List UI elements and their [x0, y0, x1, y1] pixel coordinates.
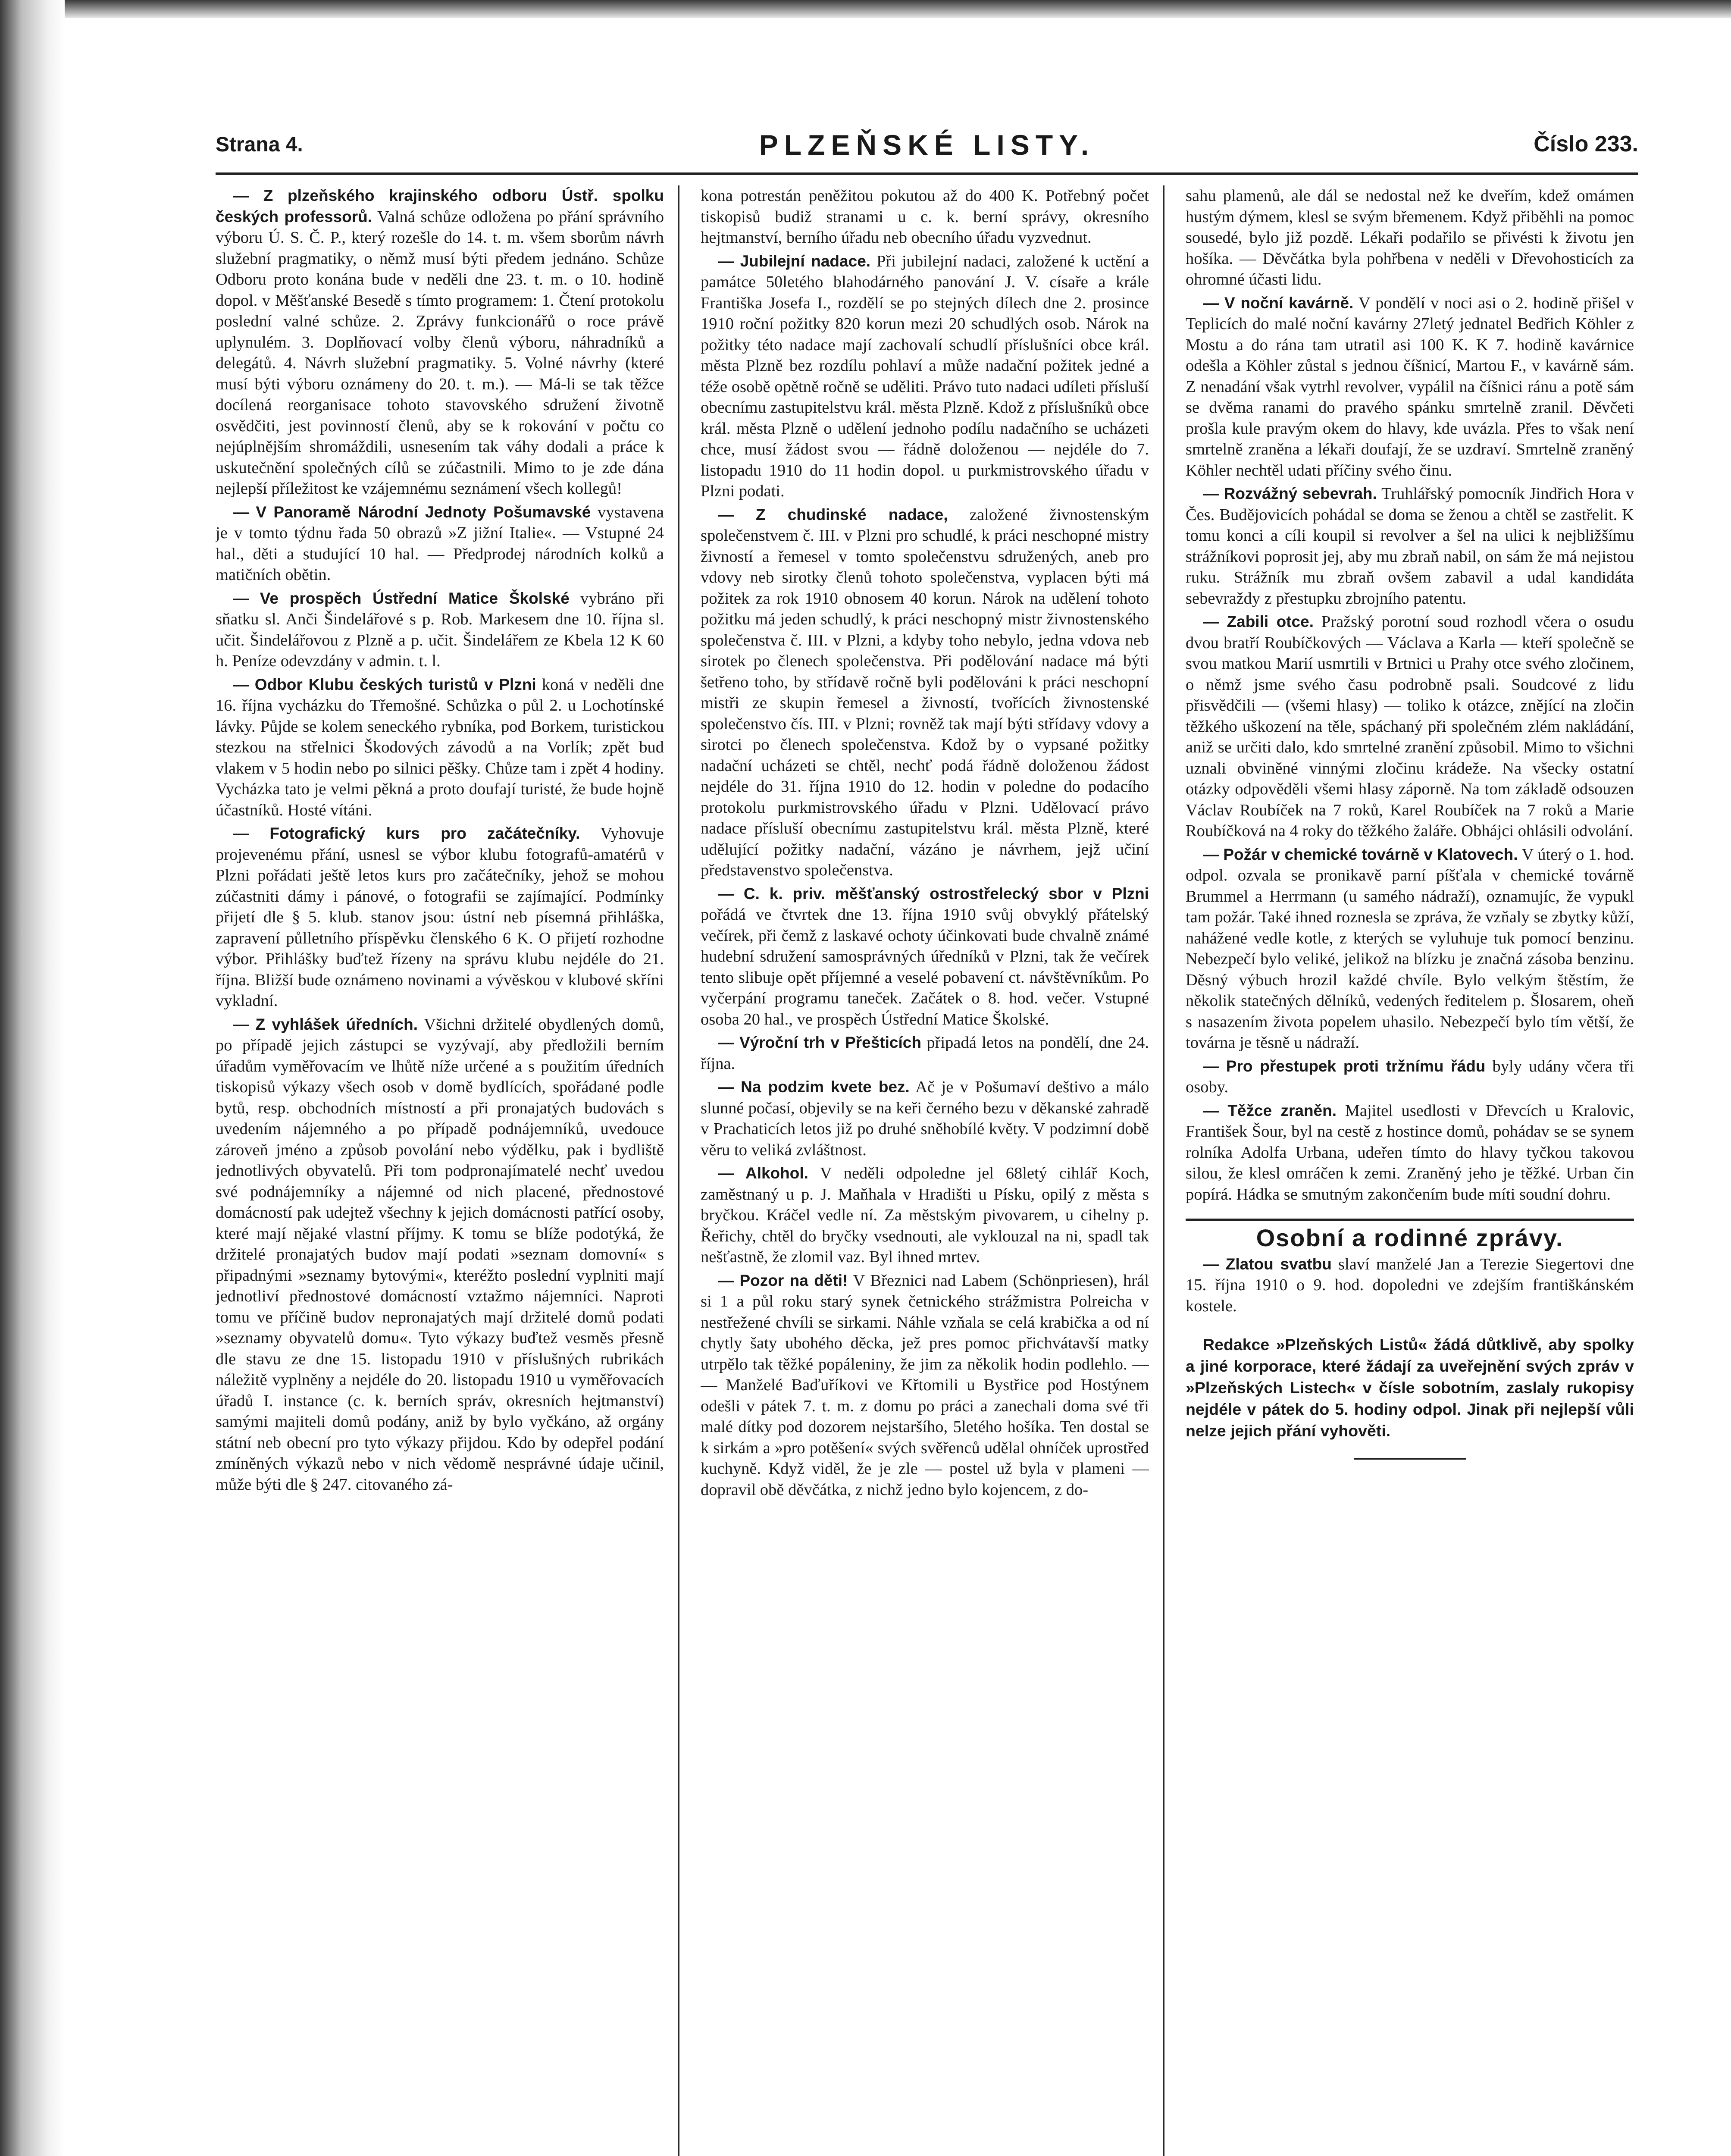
- article-body: Valná schůze odložena po přání správního výboru Ú. S. Č. P., který rozešle do 14. t. m. všem sborům návrh služební pragmatiky, o němž musí býti předem jednáno. Schůze Odboru proto konána bude v neděli dne 23. t. m. o 10. hodině dopol. v Měšťanské Besedě s tímto programem: 1. Čtení protokolu poslední valné schůze. 2. Zprávy funkcionářů o roce právě uplynulém. 3. Doplňovací volby členů výboru, náhradníků a delegátů. 4. Návrh služební pragmatiky. 5. Volné návrhy (které musí býti výboru oznámeny do 20. t. m.). — Má-li se tak těžce docílená reorganisace tohoto stavovského sdružení životně osvědčiti, jest povinností členů, aby se k rokování v počtu co nejúplnějším shromáždili, usnesením tak váhy dodali a práce k uskutečnění společných cílů se zúčastnili. Mimo to je zde dána nejlepší příležitost ke vzájemnému seznámení všech kollegů!: [216, 207, 664, 498]
- scan-edge-left: [0, 0, 65, 2156]
- article-heading: — Fotografický kurs pro začátečníky.: [233, 824, 580, 842]
- section-heading: Osobní a rodinné zprávy.: [1186, 1219, 1634, 1249]
- article: [1186, 1254, 1634, 1317]
- article-body: Vyhovuje projevenému přání, usnesl se výbor klubu fotografů-amatérů v Plzni pořádati ještě letos kurs pro začátečníky, jehož se mohou zúčastniti dámy i pánové, o fotografii se zajímající. Podmínky přijetí dle § 5. klub. stanov jsou: ústní neb písemná přihláška, zapravení půlletního příspěvku členského 6 K. O přijetí rozhodne výbor. Přihlášky buďtež řízeny na správu klubu nejdéle do 21. října. Bližší bude oznámeno novinami a vývěskou v klubové skříni vykladní.: [216, 824, 664, 1010]
- article-continuation: [701, 185, 1149, 248]
- article: [701, 505, 1149, 881]
- article-body: Truhlářský pomocník Jindřich Hora v Čes. Budějovicích pohádal se doma se ženou a chtěl se zastřelit. K tomu konci a cíli koupil si revolver a šel na ulici k nejbližšímu strážníkovi poprosit jej, aby mu zbraň nabil, on sám že má nejistou ruku. Strážník mu zbraň ovšem zabavil a udal kandidáta sebevraždy z přestupku zbrojního patentu.: [1186, 485, 1634, 608]
- newspaper-page: [216, 125, 1638, 2156]
- article-heading: — Pozor na děti!: [718, 1271, 848, 1289]
- article-body: V úterý o 1. hod. odpol. ozvala se pronikavě parní píšťala v chemické továrně Brummel a Herrmann (u samého nádraží), oznamujíc, že vypukl tam požár. Také ihned roznesla se zpráva, že vzňaly se zbytky kůží, nahážené vedle kotle, z kterých se vyluhuje tuk pomocí benzinu. Nebezpečí bylo veliké, jelikož na blízku je značná zásoba benzinu. Děsný výbuch hrozil každé chvíle. Bylo velkým štěstím, že několik statečných dělníků, vedených ředitelem p. Šlosarem, oheň s nasazením života popelem uhasilo. Nebezpečí bylo tím větší, že továrna je těsně u nádraží.: [1186, 845, 1634, 1052]
- article: [701, 1077, 1149, 1160]
- article: [1186, 1100, 1634, 1205]
- issue-number: Číslo 233.: [1534, 132, 1638, 157]
- article: [216, 185, 664, 499]
- article: [1186, 1056, 1634, 1098]
- article-heading: — Těžce zraněn.: [1203, 1101, 1337, 1119]
- scan-edge-top: [0, 0, 1731, 18]
- article: [1186, 483, 1634, 609]
- article-heading: — V noční kavárně.: [1203, 294, 1354, 312]
- article-heading: — Z vyhlášek úředních.: [233, 1015, 418, 1033]
- newspaper-title: PLZEŇSKÉ LISTY.: [759, 129, 1095, 161]
- article-heading: — Požár v chemické továrně v Klatovech.: [1203, 845, 1518, 863]
- article: [701, 251, 1149, 502]
- article: [1186, 611, 1634, 842]
- article-body: vybráno při sňatku sl. Anči Šindelářové s p. Rob. Markesem dne 10. října sl. učit. Šindelářovou z Plzně a p. učit. Šindelářem ze Kbela 12 K 60 h. Peníze odevzdány v admin. t. l.: [216, 589, 664, 670]
- article-heading: — Na podzim kvete bez.: [718, 1078, 910, 1096]
- article-body: byly udány včera tři osoby.: [1186, 1057, 1634, 1096]
- article: [1186, 293, 1634, 481]
- article-body: Všichni držitelé obydlených domů, po případě jejich zástupci se vyzývají, aby předložili berním úřadům vyměřovacím ve lhůtě níže určené a s použitím úředních tiskopisů výkazy všech osob v domě bydlících, spořádané podle bytů, resp. obchodních místností a při pronajatých budovách s uvedením nájemného a po případě podnájemníků, uvedouce zároveň jméno a způsob povolání nebo výdělku, pak i bydliště jednotlivých obyvatelů. Při tom podpronajímatelé nechť uvedou své podnájemníky a nájemné od nich placené, přednostové domácností pak udejtež všechny k jejich domácnosti patřící osoby, které mají nějaké vlastní příjmy. K tomu se blíže podotýká, že držitelé pronajatých budov mají podati »seznam domovní« s připadnými »seznamy bytovými«, kteréžto poslední vyplniti mají jednotliví přednostové domácností vztažmo nájemníci. Naproti tomu ve příčině budov nepronajatých mají držitelé domů podati »seznamy obyvatelů domu«. Tyto výkazy buďtež vesměs přesně dle stavu ze dne 15. listopadu 1910 v příslušných rubrikách náležitě vyplněny a nejdéle do 20. listopadu 1910 u vyměřovacích úřadů I. instance (c. k. berních správ, okresních hejtmanství) samými majiteli domů podány, aniž by bylo vyčkáno, až orgány státní neb obecní pro tyto výkazy přijdou. Kdo by odepřel podání zmíněných výkazů nebo v nich vědomě nesprávné údaje učinil, může býti dle § 247. citovaného zá-: [216, 1015, 664, 1494]
- editorial-notice: Redakce »Plzeňských Listů« žádá důtklivě, aby spolky a jiné korporace, které žádají za uveřejnění svých zpráv v »Plzeňských Listech« v čísle sobotním, zaslaly rukopisy nejdéle v pátek do 5. hodiny odpol. Jinak při nejlepší vůli nelze jejich přání vyhověti.: [1186, 1335, 1634, 1440]
- page-number: Strana 4.: [216, 133, 303, 156]
- article-body: V pondělí v noci asi o 2. hodině přišel v Teplicích do malé noční kavárny 27letý jednatel Bedřich Köhler z Mostu a do rána tam utratil asi 100 K. K 7. hodině kavárnice odešla a Köhler zůstal s jednou číšnicí, Martou F., v kavárně sám. Z nenadání však vytrhl revolver, vypálil na číšnici ránu a potě sám se dvěma ranami do pravého spánku smrtelně zranil. Děvčeti prošla kule pravým okem do hlavy, kde uvázla. Přes to však není smrtelně zraněna a lékaři doufají, že se uzdraví. Smrtelně zraněný Köhler nechtěl udati příčiny svého činu.: [1186, 294, 1634, 479]
- article-heading: — Alkohol.: [718, 1164, 808, 1182]
- article-body: Ač je v Pošumaví deštivo a málo slunné počasí, objevily se na keři černého bezu v děkanské zahradě v Prachaticích letos již po druhé sněhobílé květy. V podzimní době věru to veliká zvláštnost.: [701, 1078, 1149, 1159]
- article-heading: — Z plzeňského krajinského odboru Ústř. spolku českých professorů.: [216, 187, 664, 226]
- article: [701, 884, 1149, 1030]
- article: [216, 502, 664, 586]
- article-heading: — Jubilejní nadace.: [718, 252, 871, 270]
- article-body: V Březnici nad Labem (Schönpriesen), hrál si 1 a půl roku starý synek četnického strážmistra Polreicha v nestřežené chvíli se sirkami. Náhle vzňala se celá krabička a od ní chytly šaty ubohého děcka, jež pres pomoc přichvátavší matky utrpělo tak těžké popáleniny, že jim za několik hodin podlehlo. — — Manželé Baďuříkovi ve Křtomili u Bystřice pod Hostýnem odešli v pátek 7. t. m. z domu po práci a zanechali doma své tři malé dítky pod dozorem nejstaršího, 5letého hošíka. Ten dostal se k sirkám a »pro potěšení« svých svěřenců udělal ohníček uprostřed kuchyně. Když viděl, že je zle — postel už byla v plameni — dopravil obě děvčátka, z nichž jedno bylo kojencem, z do-: [701, 1271, 1149, 1499]
- article: [216, 674, 664, 821]
- article-heading: — Výroční trh v Přešticích: [718, 1034, 921, 1051]
- article-heading: — Odbor Klubu českých turistů v Plzni: [233, 675, 536, 693]
- article-body: slaví manželé Jan a Terezie Siegertovi dne 15. října 1910 o 9. hod. dopoledni ve zdejším františkánském kostele.: [1186, 1255, 1634, 1315]
- article-body: pořádá ve čtvrtek dne 13. října 1910 svůj obvyklý přátelský večírek, při čemž z laskavé ochoty účinkovati bude chvalně známé hudební sdružení samosprávných úředníků v Plzni, tak že večírek tento slibuje opět příjemné a veselé pobavení ct. návštěvníkům. Po vyčerpání programu taneček. Začátek o 8. hod. večer. Vstupné osoba 20 hal., ve prospěch Ústřední Matice Školské.: [701, 906, 1149, 1028]
- column-divider: [1163, 185, 1164, 2156]
- article-heading: — Z chudinské nadace,: [718, 505, 948, 523]
- article: [701, 1270, 1149, 1501]
- article-body: koná v neděli dne 16. října vycházku do Třemošné. Schůzka o půl 2. u Lochotínské lávky. Půjde se kolem seneckého rybníka, pod Borkem, turistickou stezkou na střelnici Škodových závodů a na Vorlík; zpět bud vlakem v 5 hodin nebo po silnici pěšky. Chůze tam i zpět 4 hodiny. Vycházka tato je velmi pěkná a proto doufají turisté, že bude hojně účastníků. Hosté vítáni.: [216, 675, 664, 819]
- article-body: kona potrestán peněžitou pokutou až do 400 K. Potřebný počet tiskopisů budiž stranami u c. k. berní správy, okresního hejtmanství, berního úřadu neb obecního úřadu vyzvednut.: [701, 187, 1149, 247]
- article-body: Při jubilejní nadaci, založené k uctění a památce 50letého blahodárného panování J. V. císaře a krále Františka Josefa I., rozdělí se po stejných dílech dne 2. prosince 1910 roční požitky 820 korun mezi 20 schudlých osob. Nárok na požitky této nadace mají zachovalí schudlí příslušníci obce král. města Plzně bez rozdílu pohlaví a může nadační požitek jedné a téže osobě opětně ročně se uděliti. Právo tuto nadaci udíleti přísluší obecnímu zastupitelstvu král. města Plzně. Kdož z příslušníků obce král. města Plzně o udělení jednoho podílu nadačního se ucházeti chce, musí žádost svou — řádně doloženou — nejdéle do 7. listopadu 1910 do 11 hodin dopol. u purkmistrovského úřadu v Plzni podati.: [701, 252, 1149, 500]
- article: [216, 823, 664, 1012]
- column-divider: [678, 185, 679, 2156]
- article-heading: — Ve prospěch Ústřední Matice Školské: [233, 589, 570, 607]
- column-1: [216, 185, 664, 2156]
- article-body: sahu plamenů, ale dál se nedostal než ke dveřím, kdež omámen hustým dýmem, klesl se svým břemenem. Když přiběhli na pomoc sousedé, bylo již pozdě. Lékaři podařilo se přivésti k životu jen hošíka. — Děvčátka byla pohřbena v neděli v Dřevohosticích za ohromné účasti lidu.: [1186, 187, 1634, 288]
- article-heading: — Rozvážný sebevrah.: [1203, 485, 1377, 502]
- article: [701, 1163, 1149, 1268]
- column-2: [701, 185, 1149, 2156]
- article-body: vystavena je v tomto týdnu řada 50 obrazů »Z jižní Italie«. — Vstupné 24 hal., děti a studující 10 hal. — Předprodej národních kolků a matičních obětin.: [216, 503, 664, 584]
- article-heading: — V Panoramě Národní Jednoty Pošumavské: [233, 503, 591, 521]
- end-rule: [1354, 1458, 1466, 1460]
- article: [701, 1032, 1149, 1074]
- article: [1186, 844, 1634, 1053]
- article-body: připadá letos na pondělí, dne 24. října.: [701, 1034, 1149, 1073]
- article-body: V neděli odpoledne jel 68letý cihlář Koch, zaměstnaný u p. J. Maňhala v Hradišti u Písku, opilý z města s bryčkou. Kráčel vedle ní. Za městským pivovarem, u cihelny p. Řeřichy, chtěl do bryčky vsednouti, ale vyklouzal na ni, spadl tak nešťastně, že zlomil vaz. Byl ihned mrtev.: [701, 1164, 1149, 1266]
- article-body: Majitel usedlosti v Dřevcích u Kralovic, František Šour, byl na cestě z hostince domů, pohádav se se synem rolníka Adolfa Urbana, udeřen tímto do hlavy tyčkou takovou silou, že klesl omráčen k zemi. Zraněný jeho je těžké. Urban čin popírá. Hádka se smutným zakončením bude míti soudní dohru.: [1186, 1101, 1634, 1203]
- article-body: Pražský porotní soud rozhodl včera o osudu dvou bratří Roubíčkových — Václava a Karla — kteří společně se svou matkou Marií usmrtili v Brtnici u Prahy otce svého zločinem, o němž jsme svého času podrobně psali. Soudcové z lidu přisvědčili — (všemi hlasy) — toliko k otázce, znějící na zločin těžkého uškození na těle, spáchaný při společném zlém nakládání, aniž se určiti dalo, kdo smrtelné zranění způsobil. Mimo to všichni uznali obviněné vinnými zločinu krádeže. Na všecky ostatní otázky odpověděli všemi hlasy záporně. Na tom základě odsouzen Václav Roubíček na 7 roků, Karel Roubíček na 7 roků a Marie Roubíčková na 4 roky do těžkého žaláře. Obhájci ohlásili odvolání.: [1186, 613, 1634, 840]
- article: [216, 588, 664, 672]
- article-heading: — Pro přestupek proti tržnímu řádu: [1203, 1057, 1486, 1075]
- article: [216, 1014, 664, 1495]
- page-header: [216, 125, 1638, 175]
- article-heading: — C. k. priv. měšťanský ostrostřelecký sbor v Plzni: [718, 884, 1149, 903]
- article-heading: — Zabili otce.: [1203, 613, 1314, 630]
- article-continuation: [1186, 185, 1634, 290]
- article-heading: — Zlatou svatbu: [1203, 1255, 1332, 1273]
- article-body: založené živnostenským společenstvem č. III. v Plzni pro schudlé, k práci neschopné mistry živností a řemesel v tomto společenstvu sdružených, aneb pro vdovy neb sirotky členů tohoto společenstva, vyplacen býti má požitek za rok 1910 obnosem 40 korun. Nárok na udělení tohoto požitku má jeden schudlý, k práci neschopný mistr živnostenského společenstva č. III. v Plzni, a kdyby toho nebylo, jedna vdova neb sirotek po členech společenstva. Při podělování nadace má býti šetřeno toho, by střídavě ročně byli podělováni k práci neschopní mistři ze skupin řemesel a živností, tvořících živnostenské společenstvo čís. III. v Plzni; rovněž tak mají býti střídavy vdovy a sirotci po členech společenstva. Kdož by o vypsané požitky nadační ucházeti se chtěl, nechť podá řádně doloženou žádost nejdéle do 31. října 1910 do 12. hodin v poledne do podacího protokolu purkmistrovského úřadu v Plzni. Udělovací právo nadace přísluší obecnímu zastupitelstvu král. města Plzně, které udělující požitky nadační, vázáno je návrhem, jejž učiní představenstvo společenstva.: [701, 505, 1149, 879]
- column-3: [1186, 185, 1634, 2156]
